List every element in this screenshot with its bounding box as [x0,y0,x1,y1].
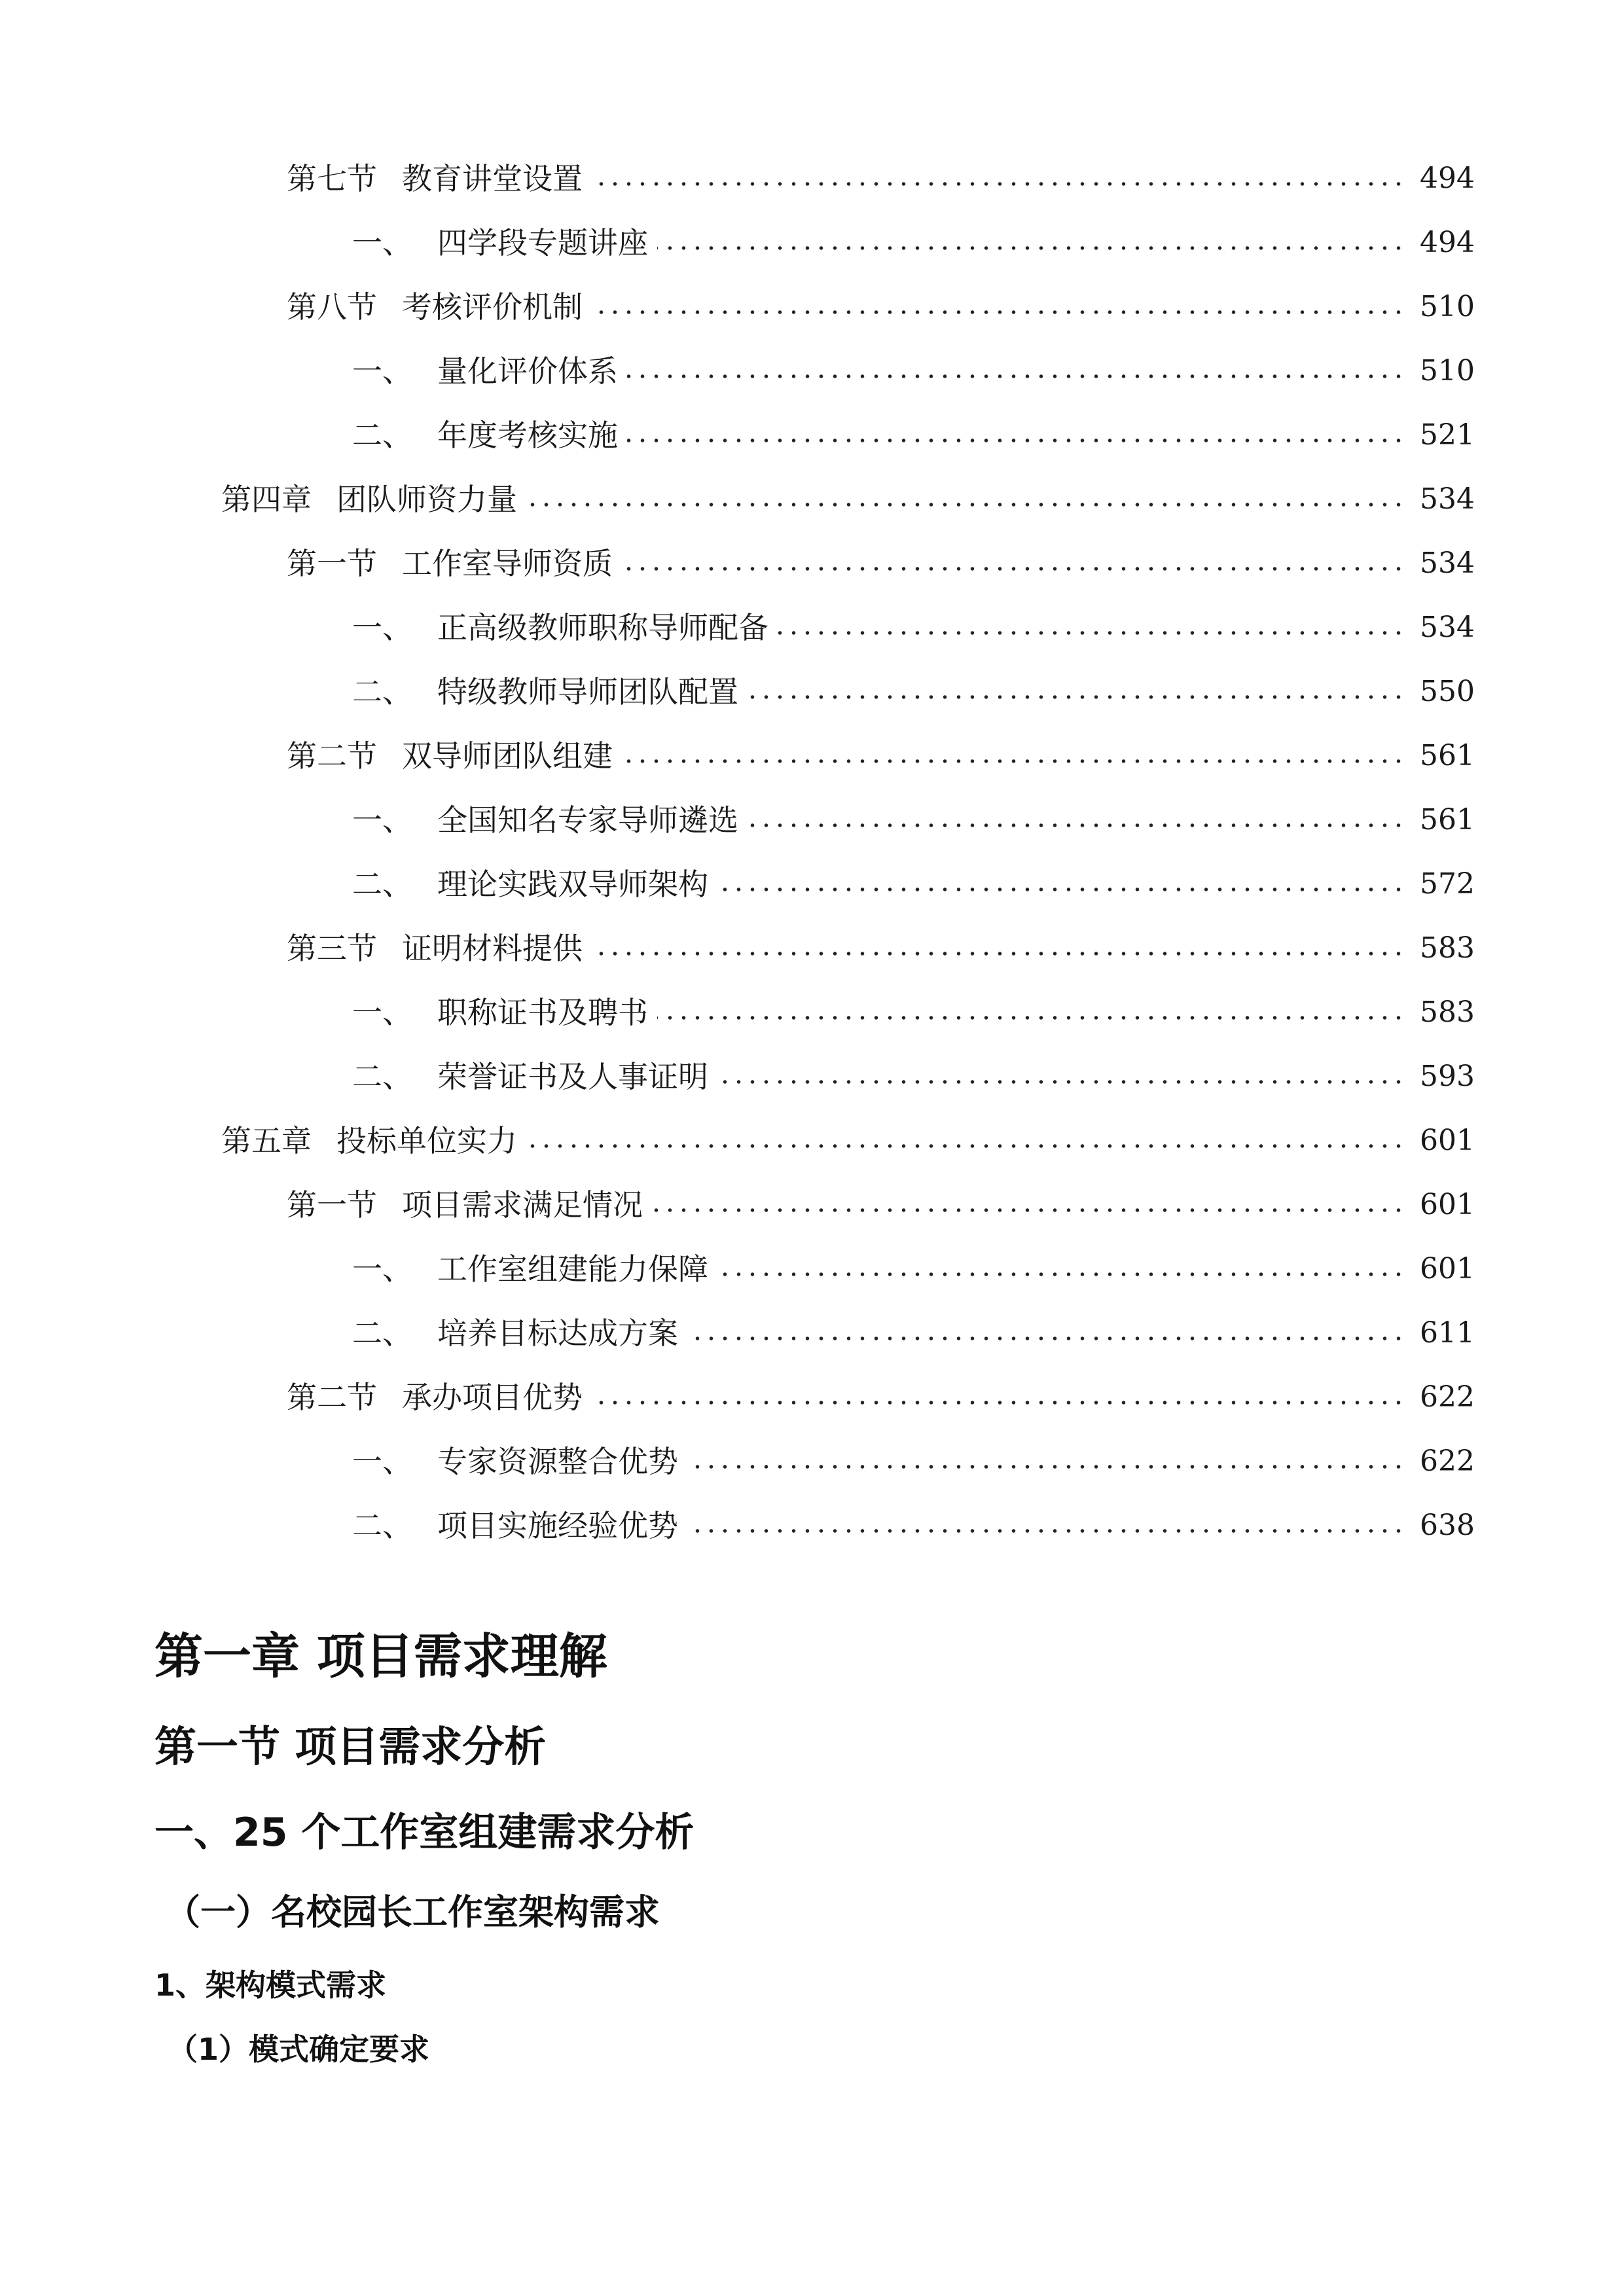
toc-entry-number: 一、 [352,802,412,838]
toc-entry-title: 承办项目优势 [402,1380,583,1415]
toc-entry[interactable] [352,1045,1475,1109]
toc-entry-page-number: 622 [1420,1380,1475,1414]
toc-entry-page-number: 494 [1420,162,1475,195]
toc-entry-title: 培养目标达成方案 [437,1316,678,1351]
toc-entry-number: 第一节 [287,546,377,581]
toc-entry-title: 四学段专题讲座 [437,225,648,260]
toc-entry-page-number: 510 [1420,290,1475,323]
toc-dot-leader [592,1400,1405,1405]
toc-entry[interactable] [352,596,1475,660]
toc-entry-title: 双导师团队组建 [402,738,613,774]
toc-dot-leader [748,694,1405,700]
toc-entry-title: 教育讲堂设置 [402,161,583,196]
toc-entry-number: 第二节 [287,738,377,774]
toc-dot-leader [778,630,1405,636]
toc-entry-title: 专家资源整合优势 [437,1444,678,1479]
toc-dot-leader [687,1336,1405,1341]
toc-entry-title: 职称证书及聘书 [437,995,648,1030]
toc-entry[interactable] [352,1429,1475,1494]
toc-entry-number: 一、 [352,225,412,260]
toc-entry-page-number: 510 [1420,354,1475,387]
toc-entry[interactable] [352,1494,1475,1558]
toc-entry[interactable] [352,1301,1475,1365]
toc-entry-title: 投标单位实力 [336,1123,517,1158]
toc-entry-page-number: 601 [1420,1188,1475,1221]
toc-dot-leader [657,245,1405,251]
toc-dot-leader [526,1143,1405,1149]
toc-entry-title: 全国知名专家导师遴选 [437,802,738,838]
toc-dot-leader [592,181,1405,187]
toc-entry-page-number: 494 [1420,226,1475,259]
toc-entry[interactable] [352,852,1475,916]
toc-entry-page-number: 583 [1420,931,1475,965]
toc-entry-number: 二、 [352,1508,412,1543]
toc-entry-number: 二、 [352,1316,412,1351]
toc-entry[interactable] [352,980,1475,1045]
toc-entry-page-number: 561 [1420,739,1475,772]
toc-entry[interactable] [221,1109,1475,1173]
toc-entry-title: 项目需求满足情况 [402,1187,643,1223]
toc-entry-title: 特级教师导师团队配置 [437,674,738,709]
toc-dot-leader [627,438,1405,443]
toc-dot-leader [717,887,1405,892]
toc-entry-page-number: 611 [1420,1316,1475,1350]
toc-entry-title: 正高级教师职称导师配备 [437,610,768,645]
toc-entry-page-number: 534 [1420,611,1475,644]
toc-entry-number: 二、 [352,1059,412,1094]
toc-entry-page-number: 550 [1420,675,1475,708]
toc-entry-number: 一、 [352,353,412,389]
toc-entry-number: 二、 [352,418,412,453]
toc-dot-leader [657,1015,1405,1020]
toc-entry-number: 一、 [352,995,412,1030]
toc-entry[interactable] [352,339,1475,403]
toc-dot-leader [526,502,1405,507]
toc-entry[interactable] [352,788,1475,852]
toc-dot-leader [592,951,1405,956]
toc-dot-leader [652,1208,1405,1213]
toc-entry-title: 荣誉证书及人事证明 [437,1059,708,1094]
toc-dot-leader [748,823,1405,828]
toc-entry-page-number: 593 [1420,1060,1475,1093]
subitem-heading: （1）模式确定要求 [168,2032,430,2067]
toc-dot-leader [717,1079,1405,1085]
subsubsection-heading: （一）名校园长工作室架构需求 [165,1892,660,1933]
toc-entry-page-number: 521 [1420,418,1475,452]
toc-dot-leader [717,1272,1405,1277]
subsection-heading: 一、25 个工作室组建需求分析 [154,1810,695,1856]
chapter-heading: 第一章 项目需求理解 [154,1628,607,1685]
toc-dot-leader [687,1464,1405,1469]
toc-entry[interactable] [352,1237,1475,1301]
toc-entry[interactable] [287,147,1475,211]
toc-dot-leader [627,374,1405,379]
toc-dot-leader [622,759,1405,764]
toc-entry-title: 年度考核实施 [437,418,618,453]
toc-entry[interactable] [287,1365,1475,1429]
toc-entry-page-number: 534 [1420,547,1475,580]
toc-entry-number: 一、 [352,1251,412,1287]
toc-entry-title: 项目实施经验优势 [437,1508,678,1543]
toc-entry-page-number: 638 [1420,1509,1475,1542]
toc-entry-number: 第七节 [287,161,377,196]
toc-entry-page-number: 601 [1420,1252,1475,1285]
toc-entry-number: 第四章 [221,482,312,517]
toc-entry[interactable] [221,467,1475,531]
toc-entry[interactable] [352,403,1475,467]
toc-entry-title: 证明材料提供 [402,931,583,966]
toc-entry-title: 量化评价体系 [437,353,618,389]
toc-entry-title: 考核评价机制 [402,289,583,325]
toc-entry-title: 工作室组建能力保障 [437,1251,708,1287]
toc-dot-leader [687,1528,1405,1534]
toc-dot-leader [622,566,1405,571]
section-heading: 第一节 项目需求分析 [154,1723,547,1772]
toc-entry-number: 一、 [352,610,412,645]
toc-entry-number: 二、 [352,867,412,902]
toc-entry-page-number: 561 [1420,803,1475,836]
toc-entry-title: 理论实践双导师架构 [437,867,708,902]
toc-entry-page-number: 583 [1420,996,1475,1029]
toc-entry[interactable] [287,916,1475,980]
toc-entry-number: 第二节 [287,1380,377,1415]
toc-entry[interactable] [287,724,1475,788]
toc-entry-number: 第一节 [287,1187,377,1223]
toc-entry[interactable] [287,1173,1475,1237]
toc-entry[interactable] [287,531,1475,596]
item-heading: 1、架构模式需求 [154,1967,387,2003]
toc-entry[interactable] [352,211,1475,275]
toc-entry-title: 工作室导师资质 [402,546,613,581]
toc-entry-number: 第五章 [221,1123,312,1158]
toc-entry-page-number: 622 [1420,1444,1475,1478]
toc-entry-number: 第八节 [287,289,377,325]
toc-dot-leader [592,310,1405,315]
toc-entry-title: 团队师资力量 [336,482,517,517]
toc-entry[interactable] [287,275,1475,339]
toc-entry-number: 一、 [352,1444,412,1479]
toc-entry-page-number: 534 [1420,482,1475,516]
toc-entry-number: 二、 [352,674,412,709]
toc-entry-page-number: 572 [1420,867,1475,901]
toc-entry-number: 第三节 [287,931,377,966]
toc-entry-page-number: 601 [1420,1124,1475,1157]
toc-entry[interactable] [352,660,1475,724]
